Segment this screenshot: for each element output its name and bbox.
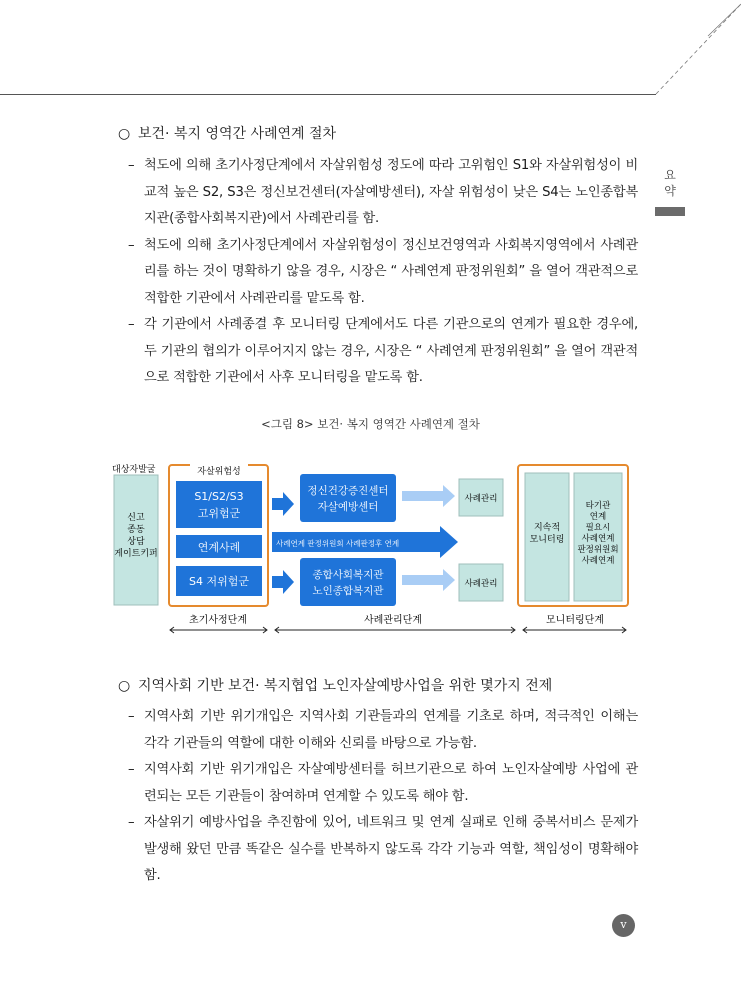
page-number: v	[612, 914, 635, 937]
mh-center-box	[300, 474, 396, 522]
list-item	[118, 312, 638, 392]
mh-center-line-2: 자살예방센터	[317, 501, 379, 513]
list-item-text: 자살위기 예방사업을 추진함에 있어, 네트워크 및 연계 실패로 인해 중복서비스 문제가 발생해 왔던 만큼 똑같은 실수를 반복하지 않도록 각각 기능과 역할, 책임성이 명확해야 함.	[144, 815, 638, 883]
circle-bullet-icon: ○	[118, 126, 131, 142]
list-item-text: 척도에 의해 초기사정단계에서 자살위험성이 정신보건영역과 사회복지영역에서 사례관리를 하는 것이 명확하기 않을 경우, 시장은 “ 사례연계 판정위원회” 을 열어 객관적으로 적합한 기관에서 사례관리를 맡도록 함.	[144, 237, 638, 306]
stage-case-label: 사례관리단계	[364, 615, 422, 626]
welfare-line-2: 노인종합복지관	[312, 585, 384, 597]
dash-icon: –	[128, 237, 135, 253]
target-label: 대상자발굴	[112, 465, 156, 475]
continuous-line-1: 지속적	[533, 523, 561, 533]
committee-arrow-text: 사례연계 판정위원회 사례판정후 연계	[276, 539, 400, 548]
side-tab-summary	[655, 167, 685, 199]
dash-icon: –	[128, 762, 135, 777]
list-item-text: 척도에 의해 초기사정단계에서 자살위험성 정도에 따라 고위험인 S1와 자살위험성이 비교적 높은 S2, S3은 정신보건센터(자살예방센터), 자살 위험성이 낮은 S4는 노인종합복지관(종합사회복지관)에서 사례관리를 함.	[144, 158, 638, 226]
target-line-2: 종동	[127, 525, 145, 535]
list-item-text: 지역사회 기반 위기개입은 지역사회 기관들과의 연계를 기초로 하며, 적극적인 이해는 각각 기관들의 역할에 대한 이해와 신뢰를 바탕으로 가능함.	[144, 709, 638, 751]
stage-monitor-label: 모니터링단계	[546, 615, 604, 626]
section-title-text: 지역사회 기반 보건· 복지협업 노인자살예방사업을 위한 몇가지 전제	[138, 678, 553, 694]
arrow-high-to-mh	[272, 492, 294, 516]
list-item-text: 지역사회 기반 위기개입은 자살예방센터를 허브기관으로 하여 노인자살예방 사업에 관련되는 모든 기관들이 참여하며 연계할 수 있도록 해야 함.	[144, 762, 638, 804]
welfare-box	[300, 558, 396, 606]
section-title	[118, 676, 638, 698]
target-line-3: 상담	[127, 537, 145, 547]
continuous-line-2: 모니터링	[529, 535, 565, 545]
target-line-1: 신고	[127, 513, 145, 523]
arrow-welfare-to-case	[402, 569, 455, 591]
risk-high-line-2: 고위험군	[197, 507, 241, 520]
list-item	[118, 810, 638, 890]
risk-low-text: S4 저위험군	[189, 575, 249, 588]
stage-initial-label: 초기사정단계	[189, 615, 247, 626]
list-item	[118, 757, 638, 810]
header-rule	[0, 94, 656, 95]
referral-flow-diagram	[110, 462, 635, 637]
section-title-text: 보건· 복지 영역간 사례연계 절차	[138, 126, 337, 142]
risk-high-line-1: S1/S2/S3	[194, 490, 244, 503]
other-line-2: 연계	[589, 512, 607, 522]
risk-link-text: 연계사례	[197, 541, 241, 554]
other-line-5: 판정위원회	[577, 545, 619, 555]
mh-center-line-1: 정신건강증진센터	[307, 485, 389, 497]
dash-icon: –	[128, 709, 135, 724]
other-line-3: 필요시	[585, 523, 611, 533]
case-mgmt-bottom-text: 사례관리	[464, 579, 498, 589]
case-mgmt-top-text: 사례관리	[464, 494, 498, 504]
side-tab-bar	[655, 207, 685, 216]
figure-caption: <그림 8> 보건· 복지 영역간 사례연계 절차	[261, 417, 480, 431]
other-line-6: 사례연계	[581, 556, 615, 566]
other-line-4: 사례연계	[581, 534, 615, 544]
dash-icon: –	[128, 317, 135, 332]
side-tab-label-1: 요	[664, 168, 676, 182]
other-line-1: 타기관	[585, 501, 611, 511]
header-corner-decoration	[0, 0, 741, 100]
target-line-4: 게이트키퍼	[114, 549, 158, 559]
section-title	[118, 124, 638, 146]
arrow-mh-to-case	[402, 485, 455, 507]
dash-icon: –	[128, 815, 135, 830]
circle-bullet-icon: ○	[118, 678, 131, 694]
section-premises	[118, 676, 638, 890]
arrow-low-to-welfare	[272, 570, 294, 594]
dash-icon: –	[128, 158, 135, 173]
risk-high-box	[176, 481, 262, 528]
list-item	[118, 704, 638, 757]
list-item	[118, 153, 638, 233]
list-item-text: 각 기관에서 사례종결 후 모니터링 단계에서도 다른 기관으로의 연계가 필요한 경우에, 두 기관의 협의가 이루어지지 않는 경우, 시장은 “ 사례연계 판정위원회” 을 열어 객관적으로 적합한 기관에서 사후 모니터링을 맡도록 함.	[144, 317, 638, 385]
side-tab-label-2: 약	[664, 184, 676, 198]
risk-label: 자살위험성	[197, 467, 241, 477]
welfare-line-1: 종합사회복지관	[312, 569, 384, 581]
section-referral-procedure	[118, 124, 638, 392]
list-item	[118, 233, 638, 313]
